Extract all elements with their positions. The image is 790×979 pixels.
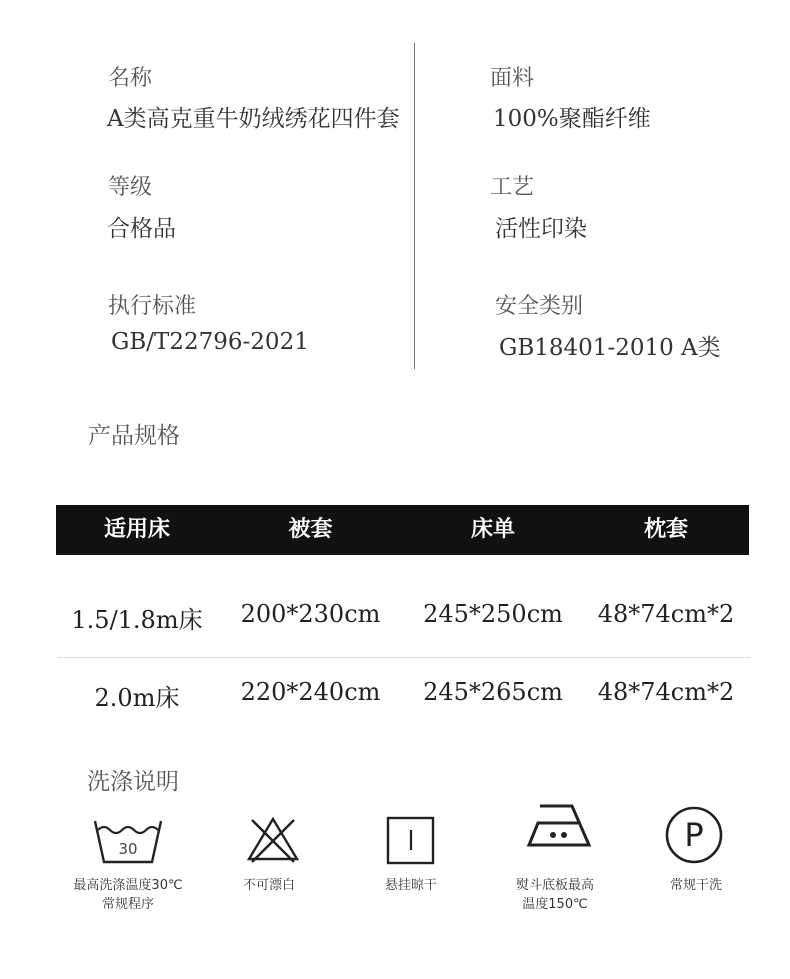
header-bed: 适用床: [103, 517, 170, 542]
no-bleach-icon: [244, 814, 302, 864]
care-text-wash: [58, 876, 198, 914]
care-text-bleach: [219, 876, 319, 895]
care-text-dry: [361, 876, 461, 895]
name-value: A类高克重牛奶绒绣花四件套: [107, 106, 400, 132]
size-section-title: 产品规格: [88, 423, 180, 449]
name-label: 名称: [108, 66, 153, 91]
care-text-dryclean: [646, 876, 746, 895]
wash-temp-label: 30: [118, 840, 138, 858]
fabric-label: 面料: [490, 66, 535, 91]
care-text-line: 温度150℃: [522, 897, 588, 912]
care-text-iron: [500, 876, 610, 914]
spec-divider: [414, 43, 415, 369]
iron-150-icon: [526, 801, 594, 851]
safety-value: GB18401-2010 A类: [499, 335, 721, 361]
care-text-line: 最高洗涤温度30℃: [73, 878, 183, 893]
row1-bed: 1.5/1.8m床: [71, 606, 203, 634]
row2-pillowcase: 48*74cm*2: [597, 678, 735, 706]
grade-value: 合格品: [107, 216, 176, 242]
safety-label: 安全类别: [495, 294, 584, 319]
fabric-value: 100%聚酯纤维: [493, 106, 651, 132]
care-text-line: 不可漂白: [242, 878, 295, 893]
row2-duvet: 220*240cm: [240, 678, 381, 706]
standard-label: 执行标准: [108, 294, 197, 319]
care-text-line: 常规程序: [101, 897, 154, 912]
row1-duvet: 200*230cm: [240, 600, 381, 628]
header-duvet: 被套: [288, 517, 333, 542]
line-dry-icon: [386, 816, 436, 866]
craft-label: 工艺: [490, 175, 535, 200]
header-pillowcase: 枕套: [643, 517, 688, 542]
row1-sheet: 245*250cm: [423, 600, 563, 628]
standard-value: GB/T22796-2021: [111, 329, 309, 355]
header-sheet: 床单: [470, 517, 515, 542]
size-table-header: [56, 505, 749, 555]
craft-value: 活性印染: [495, 216, 587, 242]
row1-pillowcase: 48*74cm*2: [597, 600, 735, 628]
dry-clean-p-icon: [663, 804, 725, 866]
grade-label: 等级: [108, 175, 153, 200]
row-divider: [58, 657, 750, 658]
care-section-title: 洗涤说明: [87, 769, 179, 795]
care-text-line: 常规干洗: [669, 878, 722, 893]
care-text-line: 悬挂晾干: [384, 878, 437, 893]
wash-30-icon: [92, 816, 164, 864]
dry-clean-letter: P: [684, 816, 704, 854]
row2-sheet: 245*265cm: [423, 678, 563, 706]
care-text-line: 熨斗底板最高: [515, 878, 594, 893]
row2-bed: 2.0m床: [94, 684, 180, 712]
